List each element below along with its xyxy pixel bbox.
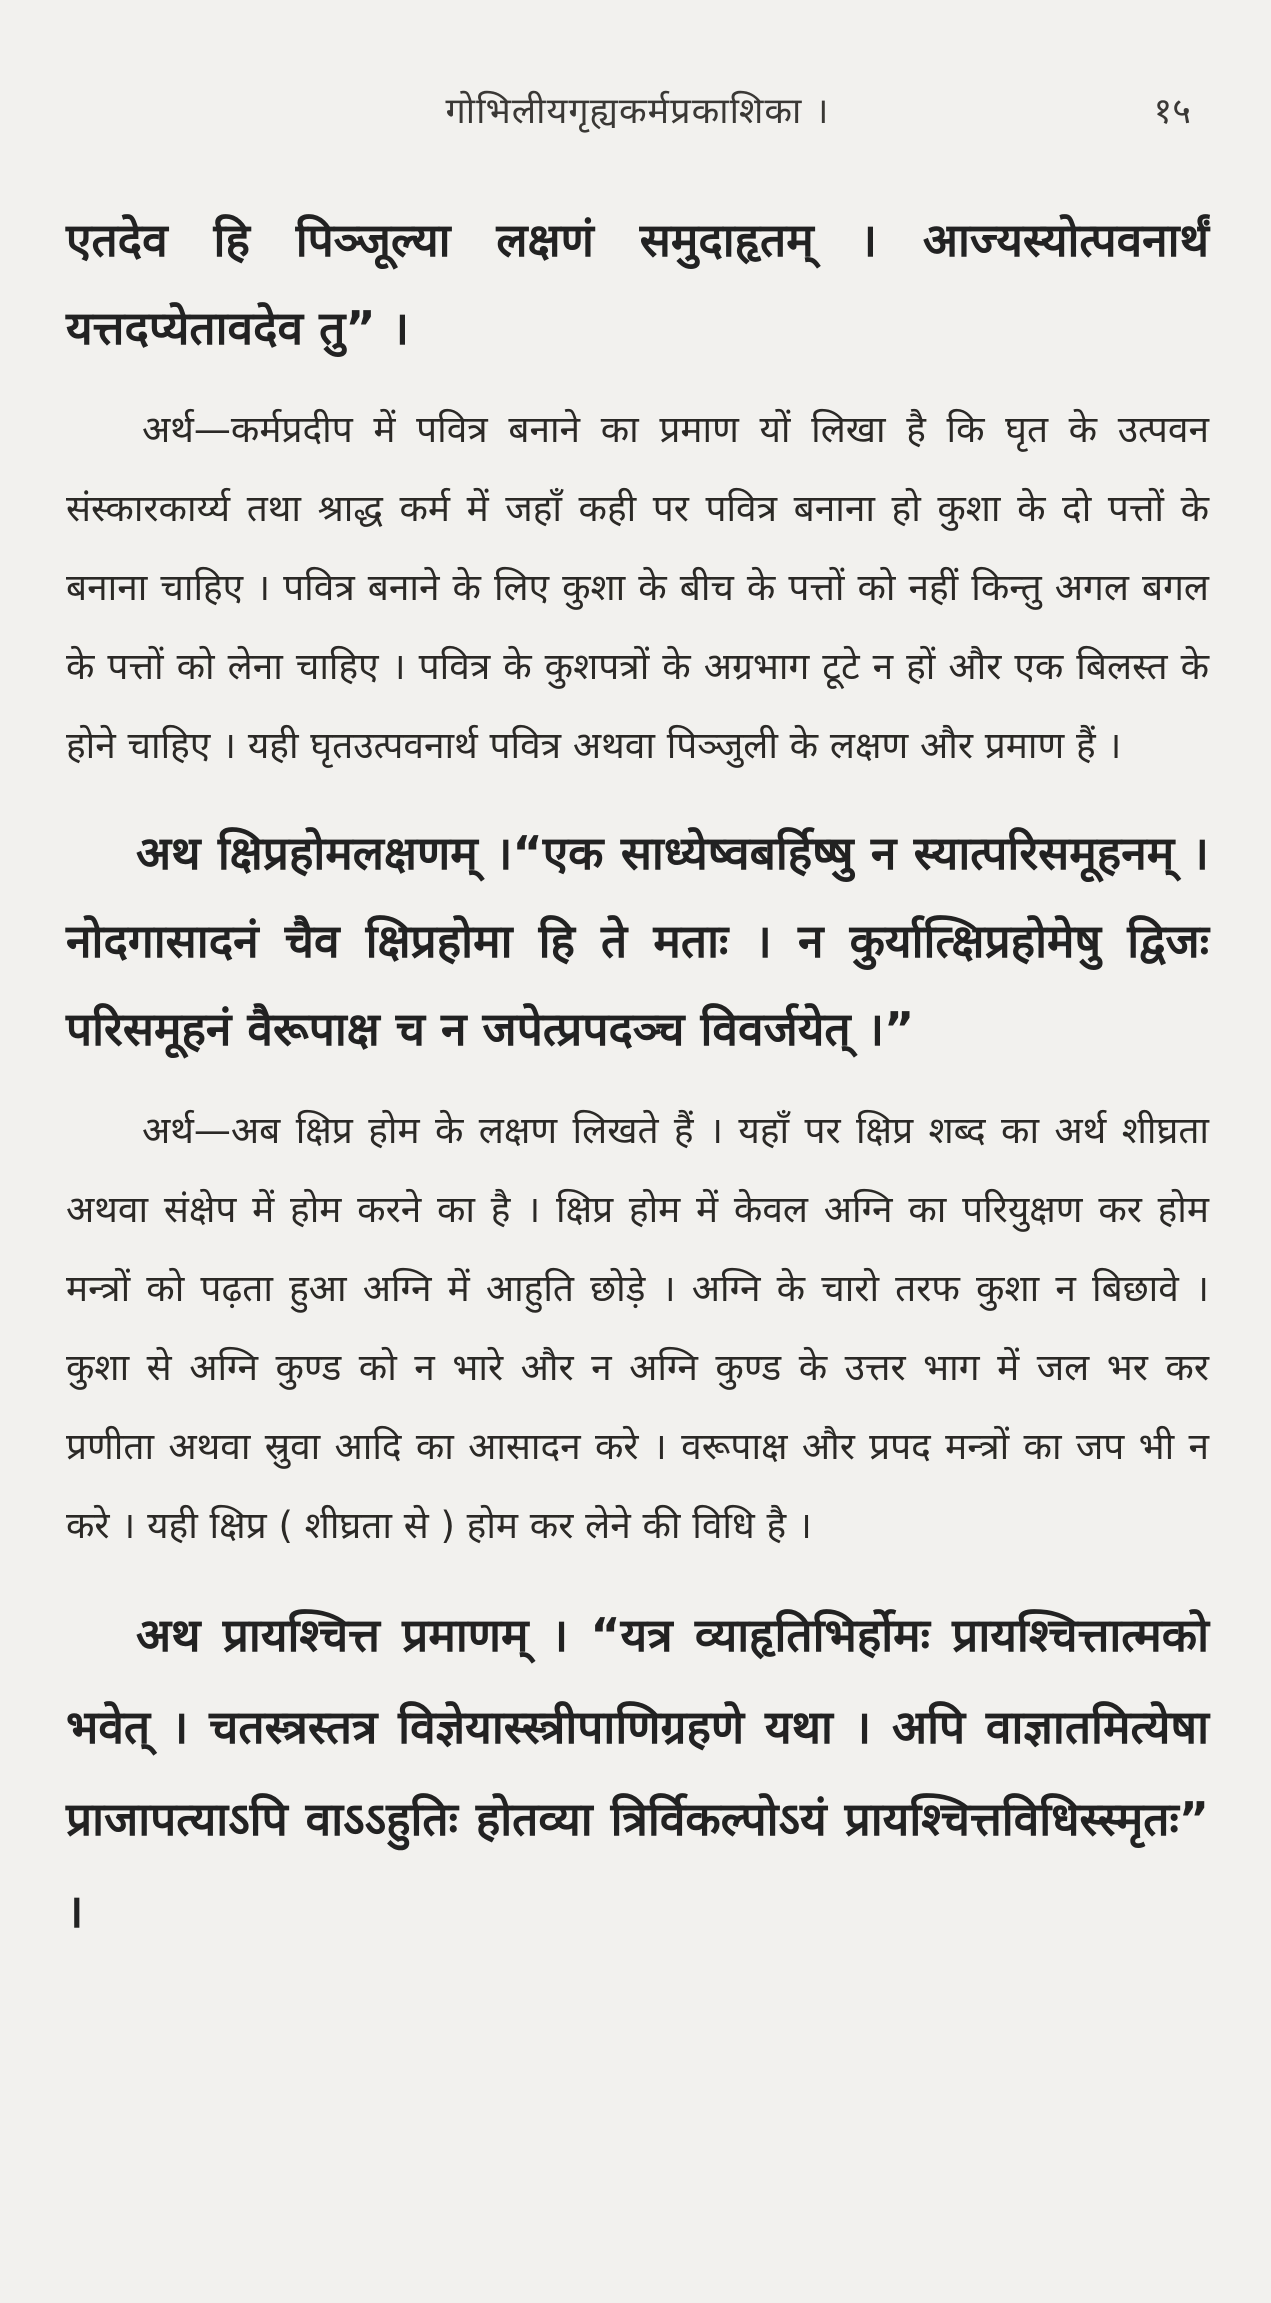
verse-pinjuli-definition: एतदेव हि पिञ्जूल्या लक्षणं समुदाहृतम् । आज्यस्योत्पवनार्थं यत्तदप्येतावदेव तु” । xyxy=(66,213,1209,355)
verse-kshipra-homa: अथ क्षिप्रहोमलक्षणम् ।“एक साध्येष्वबर्हिष्षु न स्यात्परिसमूहनम् । नोदगासादनं चैव क्षिप्रहोमा हि ते मताः । न कुर्यात्क्षिप्रहोमेषु द्विजः परिसमूहनं वैरूपाक्ष च न जपेत्प्रपदञ्च विवर्जयेत् ।” xyxy=(66,826,1209,1056)
gloss-kshipra-homa-explanation: अर्थ—अब क्षिप्र होम के लक्षण लिखते हैं । यहाँ पर क्षिप्र शब्द का अर्थ शीघ्रता अथवा संक्षेप में होम करने का है । क्षिप्र होम में केवल अग्नि का परियुक्षण कर होम मन्त्रों को पढ़ता हुआ अग्नि में आहुति छोड़े । अग्नि के चारो तरफ कुशा न बिछावे । कुशा से अग्नि कुण्ड को न भारे और न अग्नि कुण्ड के उत्तर भाग में जल भर कर प्रणीता अथवा स्रुवा आदि का आसादन करे । वरूपाक्ष और प्रपद मन्त्रों का जप भी न करे । यही क्षिप्र ( शीघ्रता से ) होम कर लेने की विधि है । xyxy=(66,1109,1209,1547)
running-title: गोभिलीयगृह्यकर्मप्रकाशिका । xyxy=(445,91,830,132)
gloss-pavitra-explanation: अर्थ—कर्मप्रदीप में पवित्र बनाने का प्रमाण यों लिखा है कि घृत के उत्पवन संस्कारकार्य्य तथा श्राद्ध कर्म में जहाँ कही पर पवित्र बनाना हो कुशा के दो पत्तों के बनाना चाहिए । पवित्र बनाने के लिए कुशा के बीच के पत्तों को नहीं किन्तु अगल बगल के पत्तों को लेना चाहिए । पवित्र के कुशपत्रों के अग्रभाग टूटे न हों और एक बिलस्त के होने चाहिए । यही घृतउत्पवनार्थ पवित्र अथवा पिञ्जुली के लक्षण और प्रमाण हैं । xyxy=(66,408,1209,767)
verse-prayashchitta: अथ प्रायश्चित्त प्रमाणम् । “यत्र व्याहृतिभिर्होमः प्रायश्चित्तात्मको भवेत् । चतस्त्रस्तत्र विज्ञेयास्स्त्रीपाणिग्रहणे यथा । अपि वाज्ञातमित्येषा प्राजापत्याऽपि वाऽऽहुतिः होतव्या त्रिर्विकल्पोऽयं प्रायश्चित्तविधिस्स्मृतः” । xyxy=(66,1608,1209,1938)
page-header xyxy=(66,88,1209,136)
page-body xyxy=(66,196,1209,1957)
page-number: १५ xyxy=(1153,91,1191,132)
